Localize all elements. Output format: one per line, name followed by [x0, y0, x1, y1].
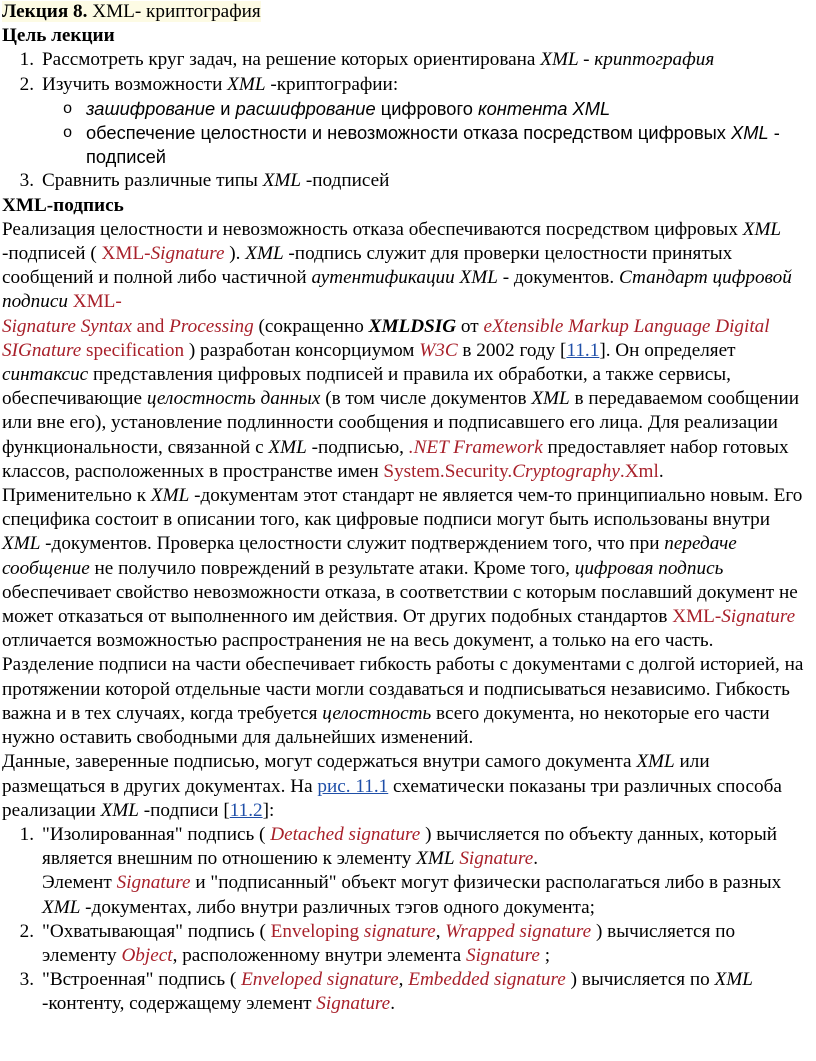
term: аутентификации XML	[311, 267, 498, 289]
text: "Изолированная" подпись (	[42, 823, 271, 845]
text: , расположенному внутри элемента	[172, 944, 466, 966]
term: Signature	[116, 872, 191, 894]
text: Применительно к	[2, 485, 151, 507]
term: XML	[636, 751, 675, 773]
term: XML	[227, 73, 266, 95]
text: в 2002 году [	[457, 339, 567, 361]
list-text: цифрового	[375, 97, 478, 119]
text: (сокращенно	[253, 315, 369, 337]
list-text: обеспечение целостности и невозможности отказа посредством цифровых	[86, 122, 732, 144]
list-item	[2, 48, 808, 72]
term: зашифрование	[86, 97, 216, 119]
text: -подписи [	[138, 799, 230, 821]
lecture-topic: XML- криптография	[92, 1, 261, 22]
sub-list-item	[2, 121, 808, 169]
text: ).	[224, 243, 246, 265]
text: схематически показаны три различных способа реализации	[2, 775, 782, 821]
list-item	[2, 920, 808, 968]
text: предоставляет набор готовых классов, расположенных в пространстве имен	[2, 436, 789, 482]
term: XML	[416, 848, 455, 870]
term: eXtensible Markup Language Digital SIGnature	[2, 315, 770, 361]
term: XML	[245, 243, 284, 265]
term: Signature	[150, 243, 225, 265]
list-text: и	[215, 97, 236, 119]
term: Enveloping	[270, 920, 360, 942]
bullet-icon: o	[63, 124, 72, 142]
text: ) разработан консорциумом	[184, 339, 420, 361]
term: цифровая подпись	[574, 557, 724, 579]
text: не получило повреждений в результате атаки. Кроме того,	[89, 557, 575, 579]
list-text: -подписей	[301, 170, 390, 192]
reference-link[interactable]: 11.1	[566, 339, 600, 361]
namespace: Cryptography	[512, 460, 620, 482]
text: ,	[435, 920, 446, 942]
term: Signature	[316, 993, 391, 1015]
list-text: - подписей	[86, 122, 780, 168]
text: и "подписанный" объект могут физически располагаться либо в разных	[190, 872, 782, 894]
term: .NET Framework	[408, 436, 543, 458]
paragraph-1	[2, 218, 808, 484]
paragraph-2	[2, 484, 808, 750]
term: signature	[363, 920, 436, 942]
term: расшифрование	[235, 97, 376, 119]
text: -документов. Проверка целостности служит подтверждением того, что при	[40, 533, 665, 555]
term: XML	[268, 436, 307, 458]
term: and	[131, 315, 170, 337]
term: XML-	[101, 243, 151, 265]
list-number: 1.	[19, 823, 34, 845]
text: или размещаться в других документах. На	[2, 751, 710, 797]
text: -документах, либо внутри различных тэгов одного документа;	[80, 896, 596, 918]
list-text: Рассмотреть круг задач, на решение которых ориентирована	[42, 49, 541, 71]
term: XML	[42, 896, 81, 918]
text: Элемент	[42, 872, 117, 894]
term: XML	[262, 170, 302, 192]
list-number: 1.	[19, 49, 34, 71]
term: XML	[2, 533, 41, 555]
term: XML	[731, 122, 769, 144]
text: - документов.	[497, 267, 619, 289]
term: Detached signature	[270, 823, 421, 845]
term: Embedded signature	[408, 969, 566, 991]
term: Signature	[465, 944, 540, 966]
text: всего документа, но некоторые его части нужно оставить свободными для дальнейших изменений.	[2, 702, 770, 749]
term: W3C	[419, 339, 458, 361]
term: Object	[121, 944, 173, 966]
term: XML	[100, 799, 139, 821]
list-item	[2, 823, 808, 920]
term: XML-	[72, 291, 122, 313]
text: .	[658, 460, 664, 482]
text: "Охватывающая" подпись (	[42, 920, 271, 942]
term: передаче сообщение	[2, 533, 737, 579]
list-number: 2.	[19, 73, 34, 95]
goals-list	[2, 48, 808, 193]
lecture-number: Лекция 8.	[2, 1, 88, 22]
namespace: System.Security.	[383, 460, 513, 482]
text: ;	[539, 944, 551, 966]
list-item	[2, 73, 808, 97]
text: -подписью,	[306, 436, 409, 458]
namespace: .Xml	[619, 460, 659, 482]
term: XML - криптография	[540, 49, 715, 71]
term: Signature	[459, 848, 534, 870]
text: "Встроенная" подпись (	[42, 969, 242, 991]
reference-link[interactable]: 11.2	[229, 799, 263, 821]
text: Данные, заверенные подписью, могут содержаться внутри самого документа	[2, 751, 637, 773]
text: ]:	[262, 799, 275, 821]
term: контента XML	[477, 97, 611, 119]
term: целостность данных	[146, 388, 321, 410]
bullet-icon: o	[63, 99, 72, 117]
title-highlight	[2, 1, 261, 22]
text: (в том числе документов	[320, 388, 532, 410]
text: ) вычисляется по	[565, 969, 715, 991]
list-number: 2.	[19, 920, 34, 942]
text: -подписей (	[2, 243, 102, 265]
text: представления цифровых подписей и правила их обработки, а также сервисы, обеспечивающие	[2, 364, 731, 410]
text: .	[390, 993, 395, 1015]
text: от	[456, 315, 484, 337]
text: ,	[398, 969, 409, 991]
text: -документам этот стандарт не является чем-то принципиально новым. Его специфика состоит в описании того, как цифровые подписи могут быть использованы внутри	[2, 485, 803, 531]
term: XML-	[672, 606, 722, 628]
figure-link[interactable]: рис. 11.1	[317, 775, 389, 797]
term: целостность	[322, 702, 432, 724]
list-item	[2, 169, 808, 193]
text: -подпись служит для проверки целостности принятых сообщений и полной либо частичной	[2, 243, 733, 289]
list-item	[2, 968, 808, 1016]
term: Processing	[169, 315, 254, 337]
term: Signature	[721, 606, 796, 628]
term: Стандарт цифровой подписи	[2, 267, 792, 313]
text: ) вычисляется по объекту данных, который является внешним по отношению к элементу	[42, 823, 777, 870]
term: синтаксис	[2, 364, 89, 386]
list-number: 3.	[19, 969, 34, 991]
term: XML	[531, 388, 570, 410]
text: ]. Он определяет	[599, 339, 736, 361]
goal-heading: Цель лекции	[2, 25, 115, 47]
term: Enveloped signature	[241, 969, 399, 991]
list-text: -криптографии:	[265, 73, 399, 95]
text: -контенту, содержащему элемент	[42, 993, 317, 1015]
list-number: 3.	[19, 170, 34, 192]
signature-types-list	[2, 823, 808, 1017]
text: .	[533, 848, 539, 870]
section-heading: XML-подпись	[2, 194, 124, 216]
text: ) вычисляется по элементу	[42, 920, 736, 966]
term: XMLDSIG	[368, 315, 457, 337]
term: Signature Syntax	[2, 315, 132, 337]
text: отличается возможностью распространения не на весь документ, а только на его часть. Разделение подписи на части обеспечивает гибкость работы с документами с долгой историей, на протяжении которой отдельные части могли создаваться и подписываться независимо. Гибкость важна и в тех случаях, когда требуется	[2, 630, 804, 724]
lecture-title	[2, 0, 808, 24]
list-text: Изучить возможности	[42, 73, 228, 95]
term: XML	[150, 485, 190, 507]
text: обеспечивает свойство невозможности отказа, в соответствии с которым пославший документ не может отказаться от выполненного им действия. От других подобных стандартов	[2, 581, 798, 628]
term: XML	[714, 969, 753, 991]
text: в передаваемом сообщении или вне его), установление подлинности сообщения и подписавшего его лица. Для реализации функциональности, связанной с	[2, 388, 799, 458]
term: specification	[81, 339, 185, 361]
list-text: Сравнить различные типы	[42, 170, 263, 192]
text: Реализация целостности и невозможность отказа обеспечиваются посредством цифровых	[2, 218, 743, 240]
sub-list-item	[2, 97, 808, 121]
term: XML	[742, 218, 782, 240]
term: Wrapped signature	[445, 920, 592, 942]
paragraph-3	[2, 750, 808, 823]
